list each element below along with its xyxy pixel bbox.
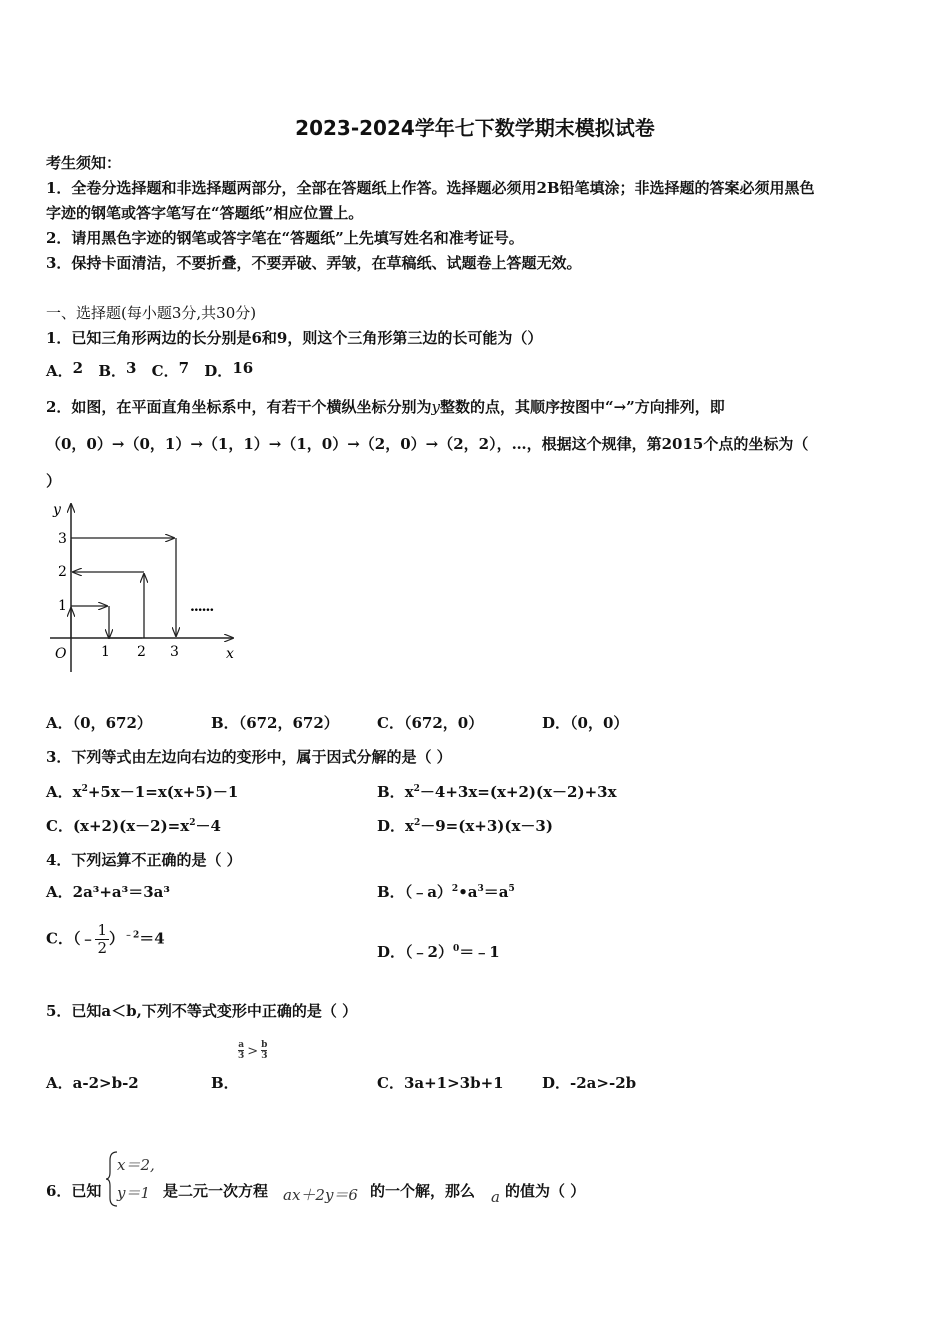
stem-text: 整数的点，其顺序按图中“→”方向排列，即 bbox=[439, 398, 725, 416]
relation-sign: > bbox=[247, 1043, 259, 1059]
question-4-option-c bbox=[46, 922, 165, 957]
option-label: C． bbox=[151, 362, 179, 380]
exponent: 3 bbox=[477, 884, 484, 894]
question-5-option-c bbox=[377, 1072, 504, 1093]
option-value: a-2>b-2 bbox=[72, 1074, 139, 1092]
coordinate-figure bbox=[40, 496, 250, 681]
exponent: 2 bbox=[413, 784, 420, 794]
option-value: 3 bbox=[126, 359, 137, 377]
x-axis-label: x bbox=[226, 646, 234, 662]
fraction bbox=[261, 1040, 267, 1061]
option-text: x bbox=[404, 783, 414, 801]
notice-item: 字迹的钢笔或答字笔写在“答题纸”相应位置上。 bbox=[46, 204, 364, 222]
question-4-stem: 4．下列运算不正确的是（ ） bbox=[46, 851, 242, 869]
option-value: 2 bbox=[72, 359, 84, 377]
x-tick-label: 2 bbox=[137, 644, 146, 660]
question-2-option-a bbox=[46, 712, 152, 733]
option-label: C． bbox=[46, 929, 73, 948]
fraction-numerator: a bbox=[238, 1040, 245, 1050]
option-value: -2a>-2b bbox=[570, 1074, 637, 1092]
question-2-close: ） bbox=[46, 472, 62, 490]
option-text: •a bbox=[458, 883, 478, 901]
question-2-option-c bbox=[377, 712, 483, 733]
option-label: D． bbox=[377, 817, 406, 835]
question-3-option-c bbox=[46, 815, 221, 836]
variable-a: a bbox=[491, 1188, 500, 1206]
question-6-prefix: 6．已知 bbox=[46, 1182, 102, 1200]
question-3-option-b bbox=[377, 781, 617, 802]
question-2-sequence: （0，0）→（0，1）→（1，1）→（1，0）→（2，0）→（2，2），…，根据这个规律，第2015个点的坐标为（ bbox=[46, 435, 809, 453]
option-label: A． bbox=[46, 362, 73, 380]
question-6-text: 是二元一次方程 bbox=[163, 1182, 269, 1200]
option-text: 2a³+a³＝3a³ bbox=[72, 883, 170, 901]
option-text: x bbox=[405, 817, 414, 835]
fraction bbox=[238, 1040, 244, 1061]
notice-heading: 考生须知： bbox=[46, 154, 122, 172]
option-text: －9=(x+3)(x－3) bbox=[420, 817, 553, 835]
y-tick-label: 2 bbox=[58, 564, 67, 580]
question-5-stem: 5．已知a＜b,下列不等式变形中正确的是（ ） bbox=[46, 1002, 358, 1020]
question-3-stem: 3．下列等式由左边向右边的变形中，属于因式分解的是（ ） bbox=[46, 748, 452, 766]
option-text: ） bbox=[109, 929, 125, 948]
option-label: B． bbox=[377, 883, 405, 901]
y-tick-label: 3 bbox=[58, 531, 67, 547]
option-label: D． bbox=[377, 943, 406, 961]
question-6-text: 的一个解，那么 bbox=[370, 1182, 476, 1200]
option-label: D． bbox=[542, 1074, 571, 1092]
option-label: A． bbox=[46, 1074, 73, 1092]
question-6-suffix: 的值为（ ） bbox=[505, 1182, 586, 1200]
exponent: 0 bbox=[452, 944, 460, 954]
option-text: ＝a bbox=[483, 883, 509, 901]
notice-item: 3．保持卡面清洁，不要折叠，不要弄破、弄皱，在草稿纸、试题卷上答题无效。 bbox=[46, 254, 582, 272]
question-2-stem bbox=[46, 396, 725, 417]
fraction-denominator: 3 bbox=[261, 1051, 268, 1061]
question-3-option-d bbox=[377, 815, 553, 836]
question-3-option-a bbox=[46, 781, 238, 802]
x-tick-label: 3 bbox=[170, 644, 179, 660]
exponent: 2 bbox=[451, 884, 459, 894]
option-label: C． bbox=[377, 1074, 404, 1092]
fraction-denominator: 2 bbox=[97, 939, 108, 957]
option-value: 3a+1>3b+1 bbox=[403, 1074, 504, 1092]
option-text: ＝4 bbox=[139, 929, 165, 948]
option-text: (x+2)(x－2)=x bbox=[72, 817, 190, 835]
option-label: A． bbox=[46, 714, 73, 732]
exponent: 2 bbox=[81, 784, 88, 794]
notice-item: 1．全卷分选择题和非选择题两部分，全部在答题纸上作答。选择题必须用2B铅笔填涂；非选择题的答案必须用黑色 bbox=[46, 179, 815, 197]
exponent: ﹣2 bbox=[124, 930, 140, 941]
option-label: B． bbox=[98, 362, 126, 380]
question-2-option-d bbox=[542, 712, 628, 733]
x-tick-label: 1 bbox=[101, 644, 110, 660]
option-text: （﹣a） bbox=[404, 883, 452, 901]
question-4-option-d bbox=[377, 941, 500, 962]
question-5-option-d bbox=[542, 1072, 636, 1093]
question-5-option-b: B． bbox=[211, 1074, 239, 1092]
option-value: （0，672） bbox=[72, 714, 152, 732]
option-text: －4+3x=(x+2)(x－2)+3x bbox=[419, 783, 617, 801]
option-text: －4 bbox=[195, 817, 221, 835]
notice-item: 2．请用黑色字迹的钢笔或答字笔在“答题纸”上先填写姓名和准考证号。 bbox=[46, 229, 524, 247]
exponent: 2 bbox=[413, 818, 421, 828]
fraction-denominator: 3 bbox=[238, 1051, 245, 1061]
exponent: 2 bbox=[189, 818, 196, 828]
option-value: （672，0） bbox=[403, 714, 484, 732]
option-label: B． bbox=[377, 783, 405, 801]
section-heading: 一、选择题(每小题3分,共30分) bbox=[46, 304, 257, 322]
exponent: 5 bbox=[508, 884, 515, 894]
stem-text: 2．如图，在平面直角坐标系中，有若干个横纵坐标分别为 bbox=[46, 398, 432, 416]
option-label: A． bbox=[46, 883, 73, 901]
fraction-numerator: 1 bbox=[97, 921, 108, 939]
option-label: C． bbox=[46, 817, 73, 835]
question-1-stem: 1．已知三角形两边的长分别是6和9，则这个三角形第三边的长可能为（） bbox=[46, 329, 543, 347]
origin-label: O bbox=[55, 646, 67, 662]
option-text: （﹣2） bbox=[405, 943, 453, 961]
question-4-option-a bbox=[46, 881, 170, 902]
fraction bbox=[95, 922, 109, 957]
page-title: 2023-2024学年七下数学期末模拟试卷 bbox=[295, 116, 655, 140]
question-1-options bbox=[46, 360, 253, 381]
option-value: 7 bbox=[178, 359, 190, 377]
system-equation-2: y＝1 bbox=[117, 1184, 151, 1202]
y-axis-label: y bbox=[53, 502, 61, 518]
option-text: （﹣ bbox=[72, 929, 96, 948]
option-label: B． bbox=[211, 714, 239, 732]
y-tick-label: 1 bbox=[58, 598, 67, 614]
option-text: ＝﹣1 bbox=[459, 943, 500, 961]
question-2-option-b bbox=[211, 712, 339, 733]
option-label: C． bbox=[377, 714, 404, 732]
question-4-option-b bbox=[377, 881, 515, 902]
option-value: （672，672） bbox=[238, 714, 339, 732]
continuation-dots: ...... bbox=[190, 599, 214, 615]
option-label: A． bbox=[46, 783, 73, 801]
equation: ax＋2y＝6 bbox=[283, 1186, 358, 1204]
option-text: +5x－1=x(x+5)－1 bbox=[87, 783, 239, 801]
question-5-option-a bbox=[46, 1072, 139, 1093]
question-5-option-b-expression bbox=[238, 1040, 267, 1061]
option-text: x bbox=[72, 783, 82, 801]
option-label: D． bbox=[542, 714, 571, 732]
stem-variable: y bbox=[431, 398, 440, 416]
option-value: （0，0） bbox=[570, 714, 629, 732]
option-label: D． bbox=[204, 362, 233, 380]
option-value: 16 bbox=[232, 359, 254, 377]
system-equation-1: x＝2, bbox=[117, 1156, 155, 1174]
fraction-numerator: b bbox=[261, 1040, 268, 1050]
